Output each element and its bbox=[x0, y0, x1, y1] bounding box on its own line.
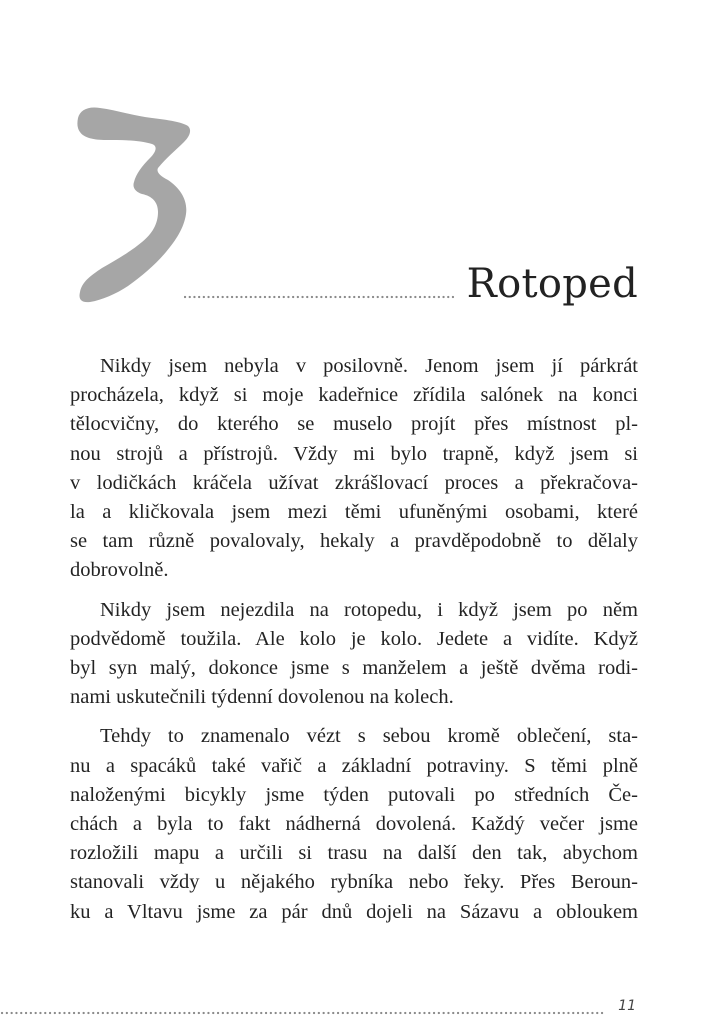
text-line: stanovali vždy u nějakého rybníka nebo řeky. Přes Beroun- bbox=[70, 871, 638, 894]
text-line: nu a spacáků také vařič a základní potraviny. S těmi plně bbox=[70, 754, 638, 777]
text-line: v lodičkách kráčela užívat zkrášlovací proces a překračova- bbox=[70, 471, 638, 494]
chapter-title: Rotoped bbox=[466, 261, 638, 307]
text-line: procházela, když si moje kadeřnice zřídila salónek na konci bbox=[70, 384, 638, 407]
text-line: dobrovolně. bbox=[70, 559, 169, 582]
text-line: se tam různě povalovaly, hekaly a pravděpodobně to dělaly bbox=[70, 530, 638, 553]
paragraph-2 bbox=[70, 596, 638, 713]
text-line: podvědomě toužila. Ale kolo je kolo. Jedete a vidíte. Když bbox=[70, 627, 638, 650]
footer-dotted-rule bbox=[0, 1010, 606, 1016]
text-line: naloženými bicykly jsme týden putovali po středních Če- bbox=[70, 783, 638, 806]
text-line: rozložili mapu a určili si trasu na další den tak, abychom bbox=[70, 842, 638, 865]
paragraph-1 bbox=[70, 352, 638, 586]
page-number: 11 bbox=[618, 998, 636, 1014]
text-line: la a kličkovala jsem mezi těmi ufuněnými osobami, které bbox=[70, 501, 638, 524]
text-line: Nikdy jsem nejezdila na rotopedu, i když jsem po něm bbox=[100, 598, 638, 621]
text-line: chách a byla to fakt nádherná dovolená. Každý večer jsme bbox=[70, 813, 638, 836]
text-line: nami uskutečnili týdenní dovolenou na kolech. bbox=[70, 686, 454, 709]
text-line: Tehdy to znamenalo vézt s sebou kromě oblečení, sta- bbox=[100, 725, 638, 748]
text-line: ku a Vltavu jsme za pár dnů dojeli na Sázavu a obloukem bbox=[70, 900, 638, 923]
text-line: Nikdy jsem nebyla v posilovně. Jenom jsem jí párkrát bbox=[100, 355, 638, 377]
text-line: nou strojů a přístrojů. Vždy mi bylo trapně, když jsem si bbox=[70, 442, 638, 465]
text-line: tělocvičny, do kterého se muselo projít přes místnost pl- bbox=[70, 413, 638, 436]
title-dotted-leader bbox=[184, 294, 456, 300]
chapter-number-glyph bbox=[72, 96, 202, 311]
text-line: byl syn malý, dokonce jsme s manželem a ještě dvěma rodi- bbox=[70, 657, 638, 680]
paragraph-3 bbox=[70, 722, 638, 926]
chapter-body bbox=[70, 352, 638, 937]
